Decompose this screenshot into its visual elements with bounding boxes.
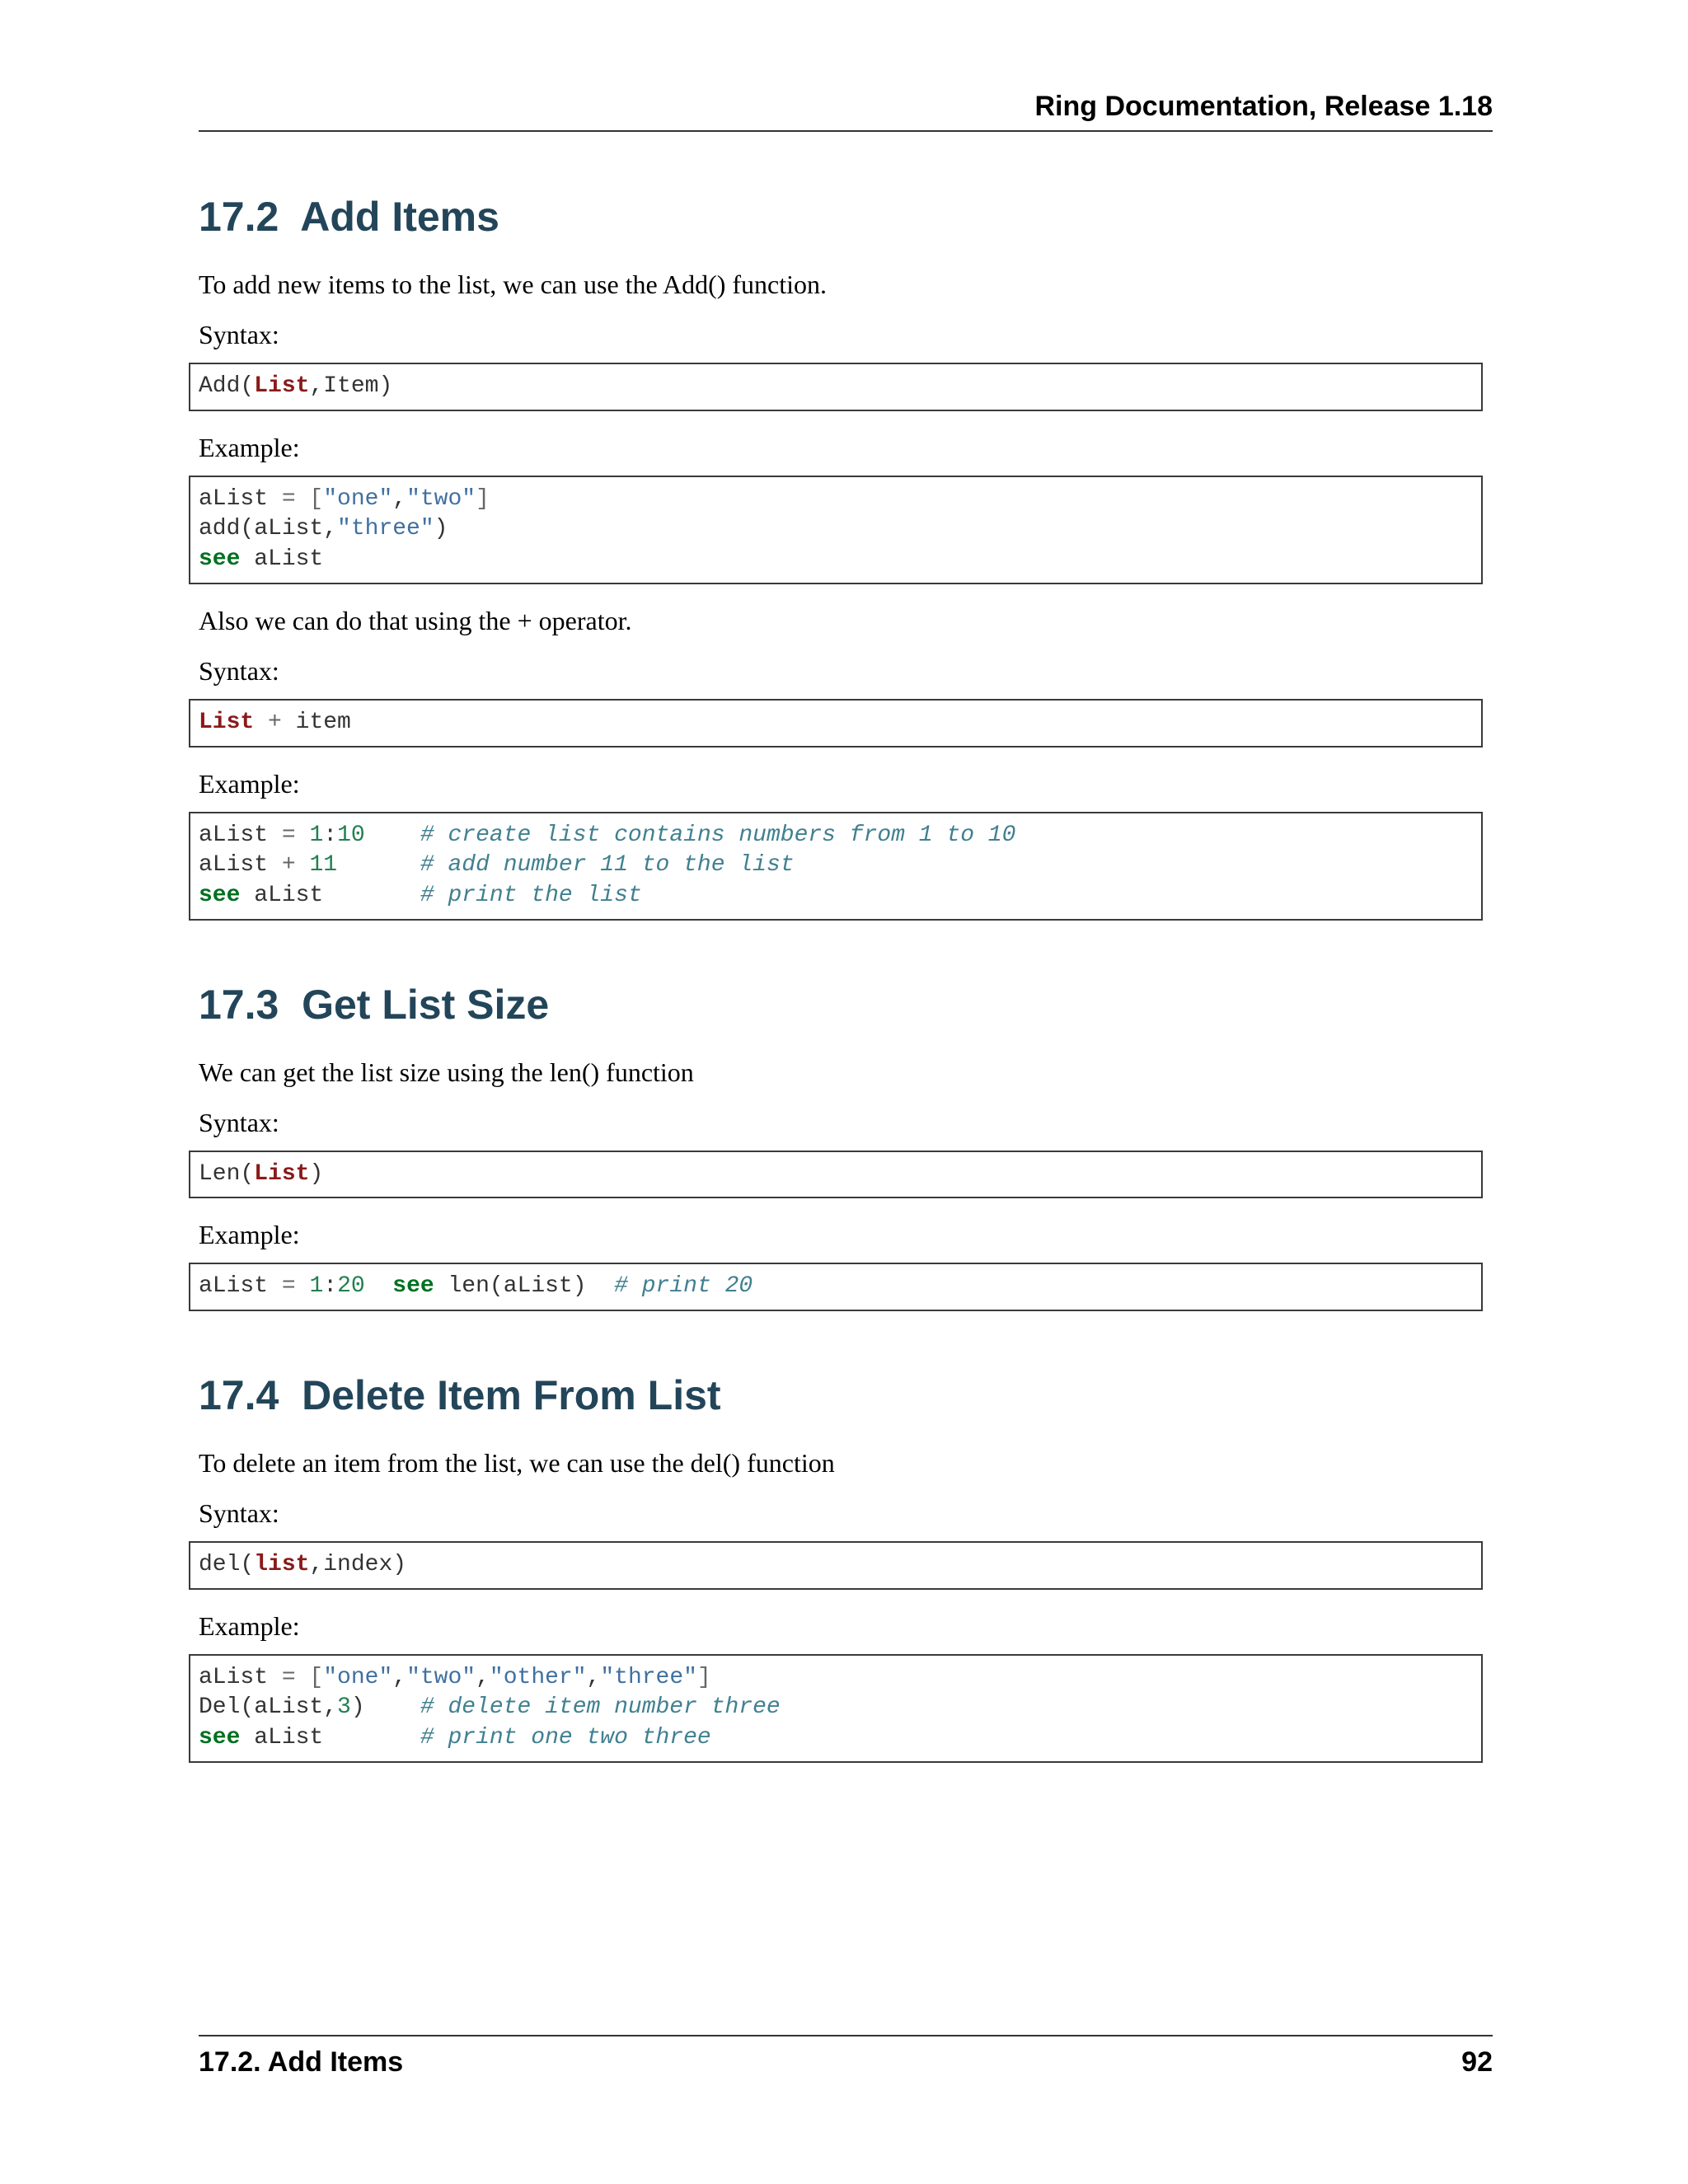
section-heading-add-items: 17.2 Add Items	[199, 194, 499, 240]
code-block-del-example	[189, 1654, 1483, 1763]
code-line: see aList # print one two three	[199, 1725, 711, 1751]
document-title: Ring Documentation, Release 1.18	[1034, 91, 1493, 122]
code-line: aList = ["one","two","other","three"]	[199, 1664, 711, 1690]
plus-operator-intro: Also we can do that using the + operator.	[199, 605, 632, 635]
example-label: Example:	[199, 768, 300, 799]
code-line: aList = 1:20 see len(aList) # print 20	[199, 1273, 753, 1300]
code-block-len-syntax	[189, 1151, 1483, 1199]
code-block-add-example	[189, 476, 1483, 584]
delete-item-intro: To delete an item from the list, we can use the del() function	[199, 1448, 835, 1479]
code-block-plus-syntax	[189, 699, 1483, 748]
syntax-label: Syntax:	[199, 1107, 279, 1137]
add-items-intro: To add new items to the list, we can use the Add() function.	[199, 269, 828, 299]
section-heading-list-size: 17.3 Get List Size	[199, 981, 550, 1028]
code-line: List + item	[199, 709, 351, 735]
example-label: Example:	[199, 1610, 300, 1641]
code-line: Add(List,Item)	[199, 373, 393, 399]
page-footer	[199, 2035, 1493, 2081]
example-label: Example:	[199, 1220, 300, 1250]
code-line: aList + 11 # add number 11 to the list	[199, 852, 795, 879]
code-line: add(aList,"three")	[199, 516, 448, 542]
code-block-del-syntax	[189, 1541, 1483, 1590]
example-label: Example:	[199, 432, 300, 462]
page-number: 92	[1461, 2046, 1493, 2078]
syntax-label: Syntax:	[199, 655, 279, 686]
code-line: aList = 1:10 # create list contains numbers from 1 to 10	[199, 822, 1016, 848]
syntax-label: Syntax:	[199, 1498, 279, 1529]
code-line: see aList # print the list	[199, 882, 642, 908]
code-line: del(list,index)	[199, 1552, 407, 1578]
code-line: Del(aList,3) # delete item number three	[199, 1694, 781, 1721]
section-heading-delete-item: 17.4 Delete Item From List	[199, 1372, 721, 1419]
code-line: Len(List)	[199, 1160, 324, 1187]
page-header	[199, 92, 1493, 132]
footer-section-title: 17.2. Add Items	[199, 2046, 404, 2078]
code-block-plus-example	[189, 812, 1483, 921]
code-line: see aList	[199, 546, 324, 573]
code-block-add-syntax	[189, 363, 1483, 411]
syntax-label: Syntax:	[199, 320, 279, 349]
code-line: aList = ["one","two"]	[199, 485, 490, 512]
page-content	[199, 188, 1493, 1763]
list-size-intro: We can get the list size using the len() function	[199, 1057, 694, 1087]
code-block-len-example	[189, 1263, 1483, 1311]
